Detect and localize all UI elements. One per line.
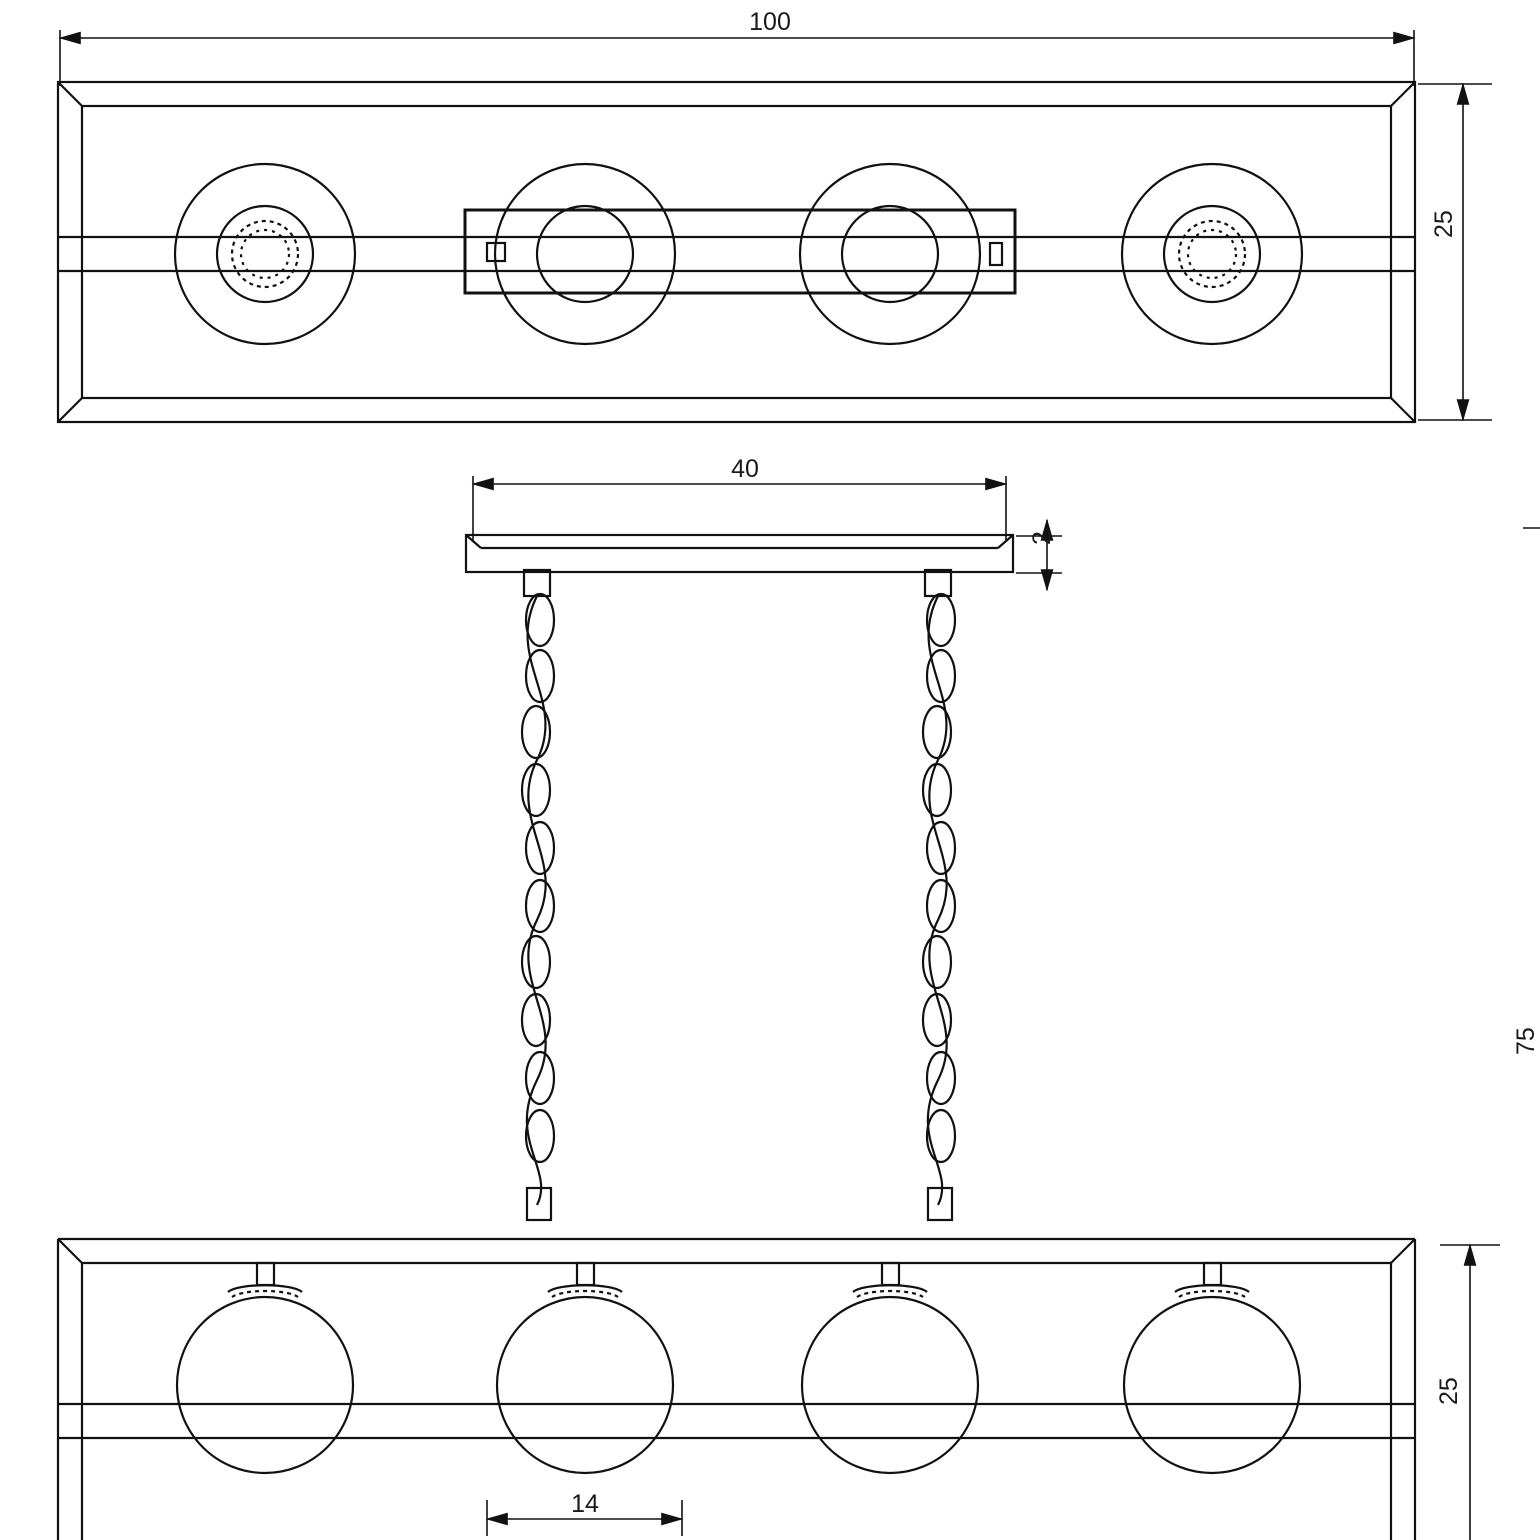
chain-right-hanger [925, 570, 951, 596]
dimension-label-globe-diameter: 14 [571, 1490, 599, 1518]
dimension-overall-width [60, 30, 1414, 86]
front-lamp-2 [497, 1263, 673, 1473]
top-frame-inner [82, 106, 1391, 398]
top-view-group [58, 82, 1415, 422]
top-lamp-3 [800, 164, 980, 344]
dimension-label-total-height: 75 [1512, 1027, 1540, 1055]
dimension-top-depth [1418, 84, 1492, 420]
top-canopy-hole-right [990, 243, 1002, 265]
top-frame-outer [58, 82, 1415, 422]
dimension-label-front-depth: 25 [1435, 1377, 1463, 1405]
dimension-canopy-width [473, 476, 1006, 540]
dimension-label-overall-width: 100 [749, 8, 791, 36]
front-lamp-1 [177, 1263, 353, 1473]
chain-left-hanger [524, 570, 550, 596]
top-lamp-4 [1122, 164, 1302, 344]
dimension-label-canopy-width: 40 [731, 455, 759, 483]
front-lamp-4 [1124, 1263, 1300, 1473]
chain-right-end [928, 1188, 952, 1220]
front-view-group [58, 1239, 1415, 1540]
canopy-elevation-group [466, 535, 1013, 572]
top-lamp-2 [495, 164, 675, 344]
canopy-plate [466, 535, 1013, 572]
chain-right [923, 570, 955, 1220]
chain-left [522, 570, 554, 1220]
top-lamp-1 [175, 164, 355, 344]
chain-left-end [527, 1188, 551, 1220]
dimension-label-canopy-thickness: 2 [1028, 531, 1056, 545]
dimension-label-top-depth: 25 [1430, 210, 1458, 238]
front-lamp-3 [802, 1263, 978, 1473]
